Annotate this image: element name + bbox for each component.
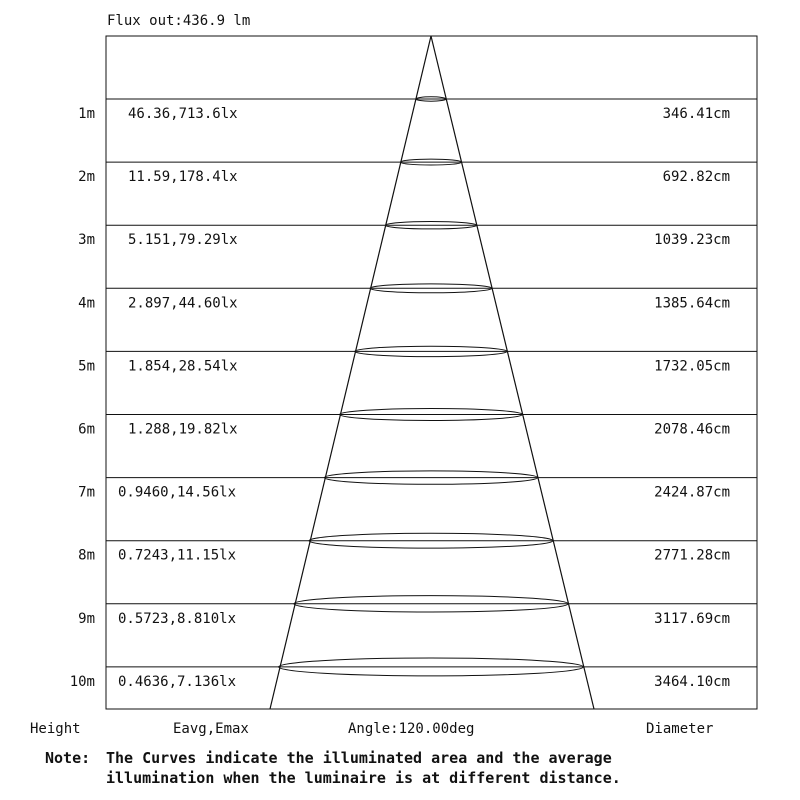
note-prefix: Note: <box>45 749 91 767</box>
height-column-label: Height <box>30 721 81 737</box>
row-height-label: 9m <box>78 610 95 627</box>
row-diameter-label: 1039.23cm <box>654 232 730 249</box>
row-diameter-label: 3464.10cm <box>654 673 730 690</box>
row-diameter-label: 3117.69cm <box>654 610 730 627</box>
beam-angle-label: Angle:120.00deg <box>348 721 475 737</box>
row-illuminance-label: 2.897,44.60lx <box>128 295 238 312</box>
row-illuminance-label: 1.854,28.54lx <box>128 358 238 375</box>
note-line-1: The Curves indicate the illuminated area and the average <box>106 749 612 767</box>
row-height-label: 10m <box>69 673 95 690</box>
row-diameter-label: 2424.87cm <box>654 484 730 501</box>
row-diameter-label: 1732.05cm <box>654 358 730 375</box>
row-diameter-label: 2078.46cm <box>654 421 730 438</box>
note-line-2: illumination when the luminaire is at different distance. <box>106 769 621 787</box>
row-height-label: 7m <box>78 484 95 501</box>
row-diameter-label: 692.82cm <box>662 169 730 186</box>
row-illuminance-label: 11.59,178.4lx <box>128 169 238 186</box>
diameter-column-label: Diameter <box>646 721 714 737</box>
row-illuminance-label: 1.288,19.82lx <box>128 421 238 438</box>
illuminance-column-label: Eavg,Emax <box>173 721 249 737</box>
row-height-label: 2m <box>78 169 95 186</box>
row-height-label: 3m <box>78 232 95 249</box>
row-illuminance-label: 0.9460,14.56lx <box>118 484 237 501</box>
row-height-label: 1m <box>78 106 95 122</box>
row-diameter-label: 346.41cm <box>662 106 730 122</box>
row-illuminance-label: 46.36,713.6lx <box>128 106 238 122</box>
row-diameter-label: 1385.64cm <box>654 295 730 312</box>
row-illuminance-label: 0.4636,7.136lx <box>118 673 237 690</box>
row-height-label: 6m <box>78 421 95 438</box>
row-height-label: 4m <box>78 295 95 312</box>
row-illuminance-label: 0.5723,8.810lx <box>118 610 237 627</box>
row-diameter-label: 2771.28cm <box>654 547 730 564</box>
row-illuminance-label: 0.7243,11.15lx <box>118 547 237 564</box>
flux-label: Flux out:436.9 lm <box>107 13 251 29</box>
row-height-label: 5m <box>78 358 95 375</box>
row-height-label: 8m <box>78 547 95 564</box>
row-illuminance-label: 5.151,79.29lx <box>128 232 238 249</box>
